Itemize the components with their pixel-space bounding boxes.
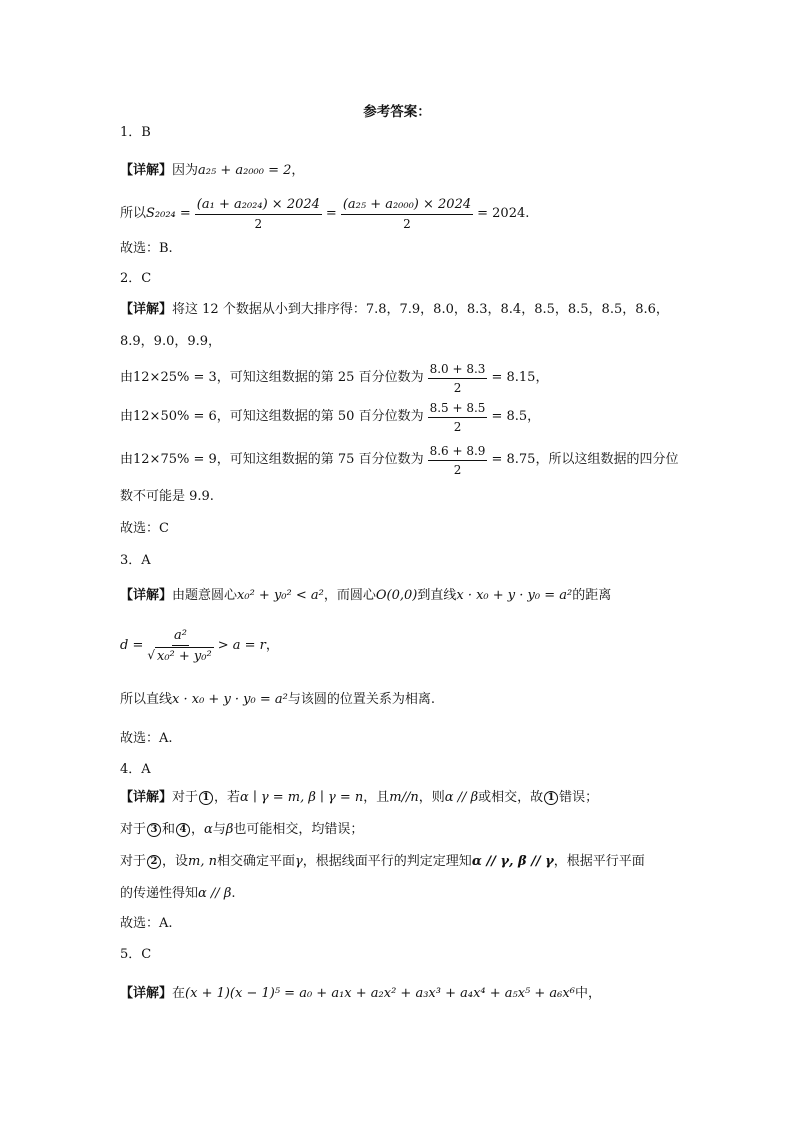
math-expression: α // β xyxy=(198,886,232,901)
fraction-denominator: 2 xyxy=(453,380,462,395)
math-expression: γ xyxy=(295,854,303,869)
circled-number-icon: 1 xyxy=(544,791,558,805)
text: 将这 12 个数据从小到大排序得：7.8，7.9，8.0，8.3，8.4，8.5，8.5，8.5，8.6， xyxy=(172,302,669,317)
math-expression: = xyxy=(325,206,337,221)
math-expression: = 2024 xyxy=(477,206,526,221)
text: . xyxy=(525,206,530,221)
math-expression: 12×50% = 6 xyxy=(133,409,217,424)
text: 对于 xyxy=(120,822,147,837)
sqrt-icon: √ xyxy=(147,647,156,662)
math-expression: = 8.75 xyxy=(491,452,536,467)
text: 的距离 xyxy=(572,588,612,603)
math-expression: S₂₀₂₄ = xyxy=(146,206,191,221)
q2-line-3 xyxy=(120,360,548,396)
fraction-numerator: (a₁ + a₂₀₂₄) × 2024 xyxy=(195,197,322,215)
text: ，若 xyxy=(214,790,241,805)
q2-line-4 xyxy=(120,399,540,435)
text: 到直线 xyxy=(417,588,457,603)
math-expression: α ∣ γ = m, β ∣ γ = n xyxy=(240,790,364,805)
math-expression: x · x₀ + y · y₀ = a² xyxy=(172,692,288,707)
text: 或相交，故 xyxy=(478,790,544,805)
detail-tag: 【详解】 xyxy=(120,302,173,317)
detail-tag: 【详解】 xyxy=(120,790,173,805)
fraction-denominator: 2 xyxy=(453,419,462,434)
math-expression: x · x₀ + y · y₀ = a² xyxy=(456,588,573,603)
text: ， xyxy=(527,409,541,424)
detail-tag: 【详解】 xyxy=(120,163,173,178)
sqrt-expression xyxy=(147,646,213,665)
q3-line-2 xyxy=(120,624,279,668)
math-expression: d = xyxy=(120,638,144,653)
math-expression: α // γ, β // γ xyxy=(471,854,554,869)
text: 由 xyxy=(120,452,134,467)
fraction xyxy=(341,197,473,232)
text: 错误； xyxy=(559,790,599,805)
q4-answer: 故选：A. xyxy=(120,916,173,931)
q2-line-2: 8.9，9.0，9.9， xyxy=(120,334,222,349)
text: 所以直线 xyxy=(120,692,173,707)
q2-answer: 故选：C xyxy=(120,521,169,536)
math-expression: m, n xyxy=(188,854,217,869)
text: ， xyxy=(191,822,205,837)
fraction-numerator: a² xyxy=(172,628,189,646)
q3-answer: 故选：A. xyxy=(120,731,173,746)
q2-line-5 xyxy=(120,442,678,478)
q4-number: 4．A xyxy=(120,762,151,777)
text: ，可知这组数据的第 25 百分位数为 xyxy=(216,370,424,385)
q4-line-1 xyxy=(120,787,598,809)
text: ，而圆心 xyxy=(323,588,376,603)
q1-label: 1．B xyxy=(120,125,151,140)
text: 与 xyxy=(212,822,226,837)
math-expression: a₂₅ + a₂₀₀₀ = 2 xyxy=(198,163,292,178)
q4-line-2 xyxy=(120,819,363,841)
text: 所以 xyxy=(120,206,147,221)
text: ，根据线面平行的判定定理知 xyxy=(302,854,472,869)
text: ，可知这组数据的第 75 百分位数为 xyxy=(216,452,424,467)
fraction xyxy=(428,400,488,435)
text: 对于 xyxy=(120,854,147,869)
q1-number xyxy=(120,122,151,144)
text: . xyxy=(231,886,236,901)
fraction xyxy=(428,443,488,478)
math-expression: α xyxy=(204,822,213,837)
math-expression: = 8.15 xyxy=(491,370,536,385)
text: ，可知这组数据的第 50 百分位数为 xyxy=(216,409,424,424)
math-expression: (x + 1)(x − 1)⁵ = a₀ + a₁x + a₂x² + a₃x³ + a₄x⁴ + a₅x⁵ + a₆x⁶ xyxy=(185,986,575,1001)
q2-line-1 xyxy=(120,299,669,321)
text: 由 xyxy=(120,409,134,424)
text: 中， xyxy=(574,986,601,1001)
circled-number-icon: 1 xyxy=(199,791,213,805)
fraction-numerator: 8.6 + 8.9 xyxy=(428,443,488,461)
q3-line-1 xyxy=(120,585,611,607)
text: 对于 xyxy=(172,790,199,805)
text: ，且 xyxy=(363,790,390,805)
q1-answer: 故选：B. xyxy=(120,241,173,256)
math-expression: 12×25% = 3 xyxy=(133,370,217,385)
circled-number-icon: 4 xyxy=(176,823,190,837)
q1-line-2 xyxy=(120,196,529,232)
q2-number: 2．C xyxy=(120,271,152,286)
fraction-numerator: 8.5 + 8.5 xyxy=(428,400,488,418)
q1-line-1 xyxy=(120,160,304,182)
q3-line-3 xyxy=(120,689,435,711)
math-expression: β xyxy=(225,822,234,837)
circled-number-icon: 3 xyxy=(147,823,161,837)
text: 由 xyxy=(120,370,134,385)
q4-line-4 xyxy=(120,883,235,905)
text: ， xyxy=(535,370,549,385)
text: ，设 xyxy=(162,854,189,869)
text: ， xyxy=(265,638,279,653)
text: 相交确定平面 xyxy=(217,854,296,869)
text: 因为 xyxy=(172,163,199,178)
fraction-denominator: 2 xyxy=(254,216,263,231)
q2-line-6: 数不可能是 9.9. xyxy=(120,489,214,504)
text: ，根据平行平面 xyxy=(553,854,645,869)
text: ， xyxy=(291,163,305,178)
text: 由题意圆心 xyxy=(172,588,238,603)
text: 也可能相交，均错误； xyxy=(233,822,364,837)
q3-number: 3．A xyxy=(120,553,151,568)
text: ，所以这组数据的四分位 xyxy=(535,452,679,467)
math-expression: O(0,0) xyxy=(375,588,418,603)
math-expression: 12×75% = 9 xyxy=(133,452,217,467)
q4-line-3 xyxy=(120,851,645,873)
math-expression: > a = r xyxy=(217,638,266,653)
circled-number-icon: 2 xyxy=(147,855,161,869)
radicand: x₀² + y₀² xyxy=(157,648,212,664)
fraction-denominator: 2 xyxy=(403,216,411,231)
fraction-numerator: (a₂₅ + a₂₀₀₀) × 2024 xyxy=(341,197,473,215)
math-expression: = 8.5 xyxy=(491,409,528,424)
fraction xyxy=(428,361,488,396)
fraction xyxy=(147,628,213,665)
text: 和 xyxy=(162,822,176,837)
text: 与该圆的位置关系为相离. xyxy=(287,692,436,707)
text: 在 xyxy=(172,986,186,1001)
text: ，则 xyxy=(418,790,445,805)
q5-number: 5．C xyxy=(120,947,152,962)
page-title: 参考答案： xyxy=(363,104,431,120)
text: 的传递性得知 xyxy=(120,886,199,901)
fraction-numerator: 8.0 + 8.3 xyxy=(428,361,488,379)
detail-tag: 【详解】 xyxy=(120,986,173,1001)
fraction-denominator: 2 xyxy=(453,462,462,477)
math-expression: x₀² + y₀² < a² xyxy=(237,588,324,603)
math-expression: α // β xyxy=(444,790,479,805)
math-expression: m//n xyxy=(389,790,419,805)
fraction xyxy=(195,197,322,232)
q5-line-1 xyxy=(120,983,601,1005)
detail-tag: 【详解】 xyxy=(120,588,173,603)
